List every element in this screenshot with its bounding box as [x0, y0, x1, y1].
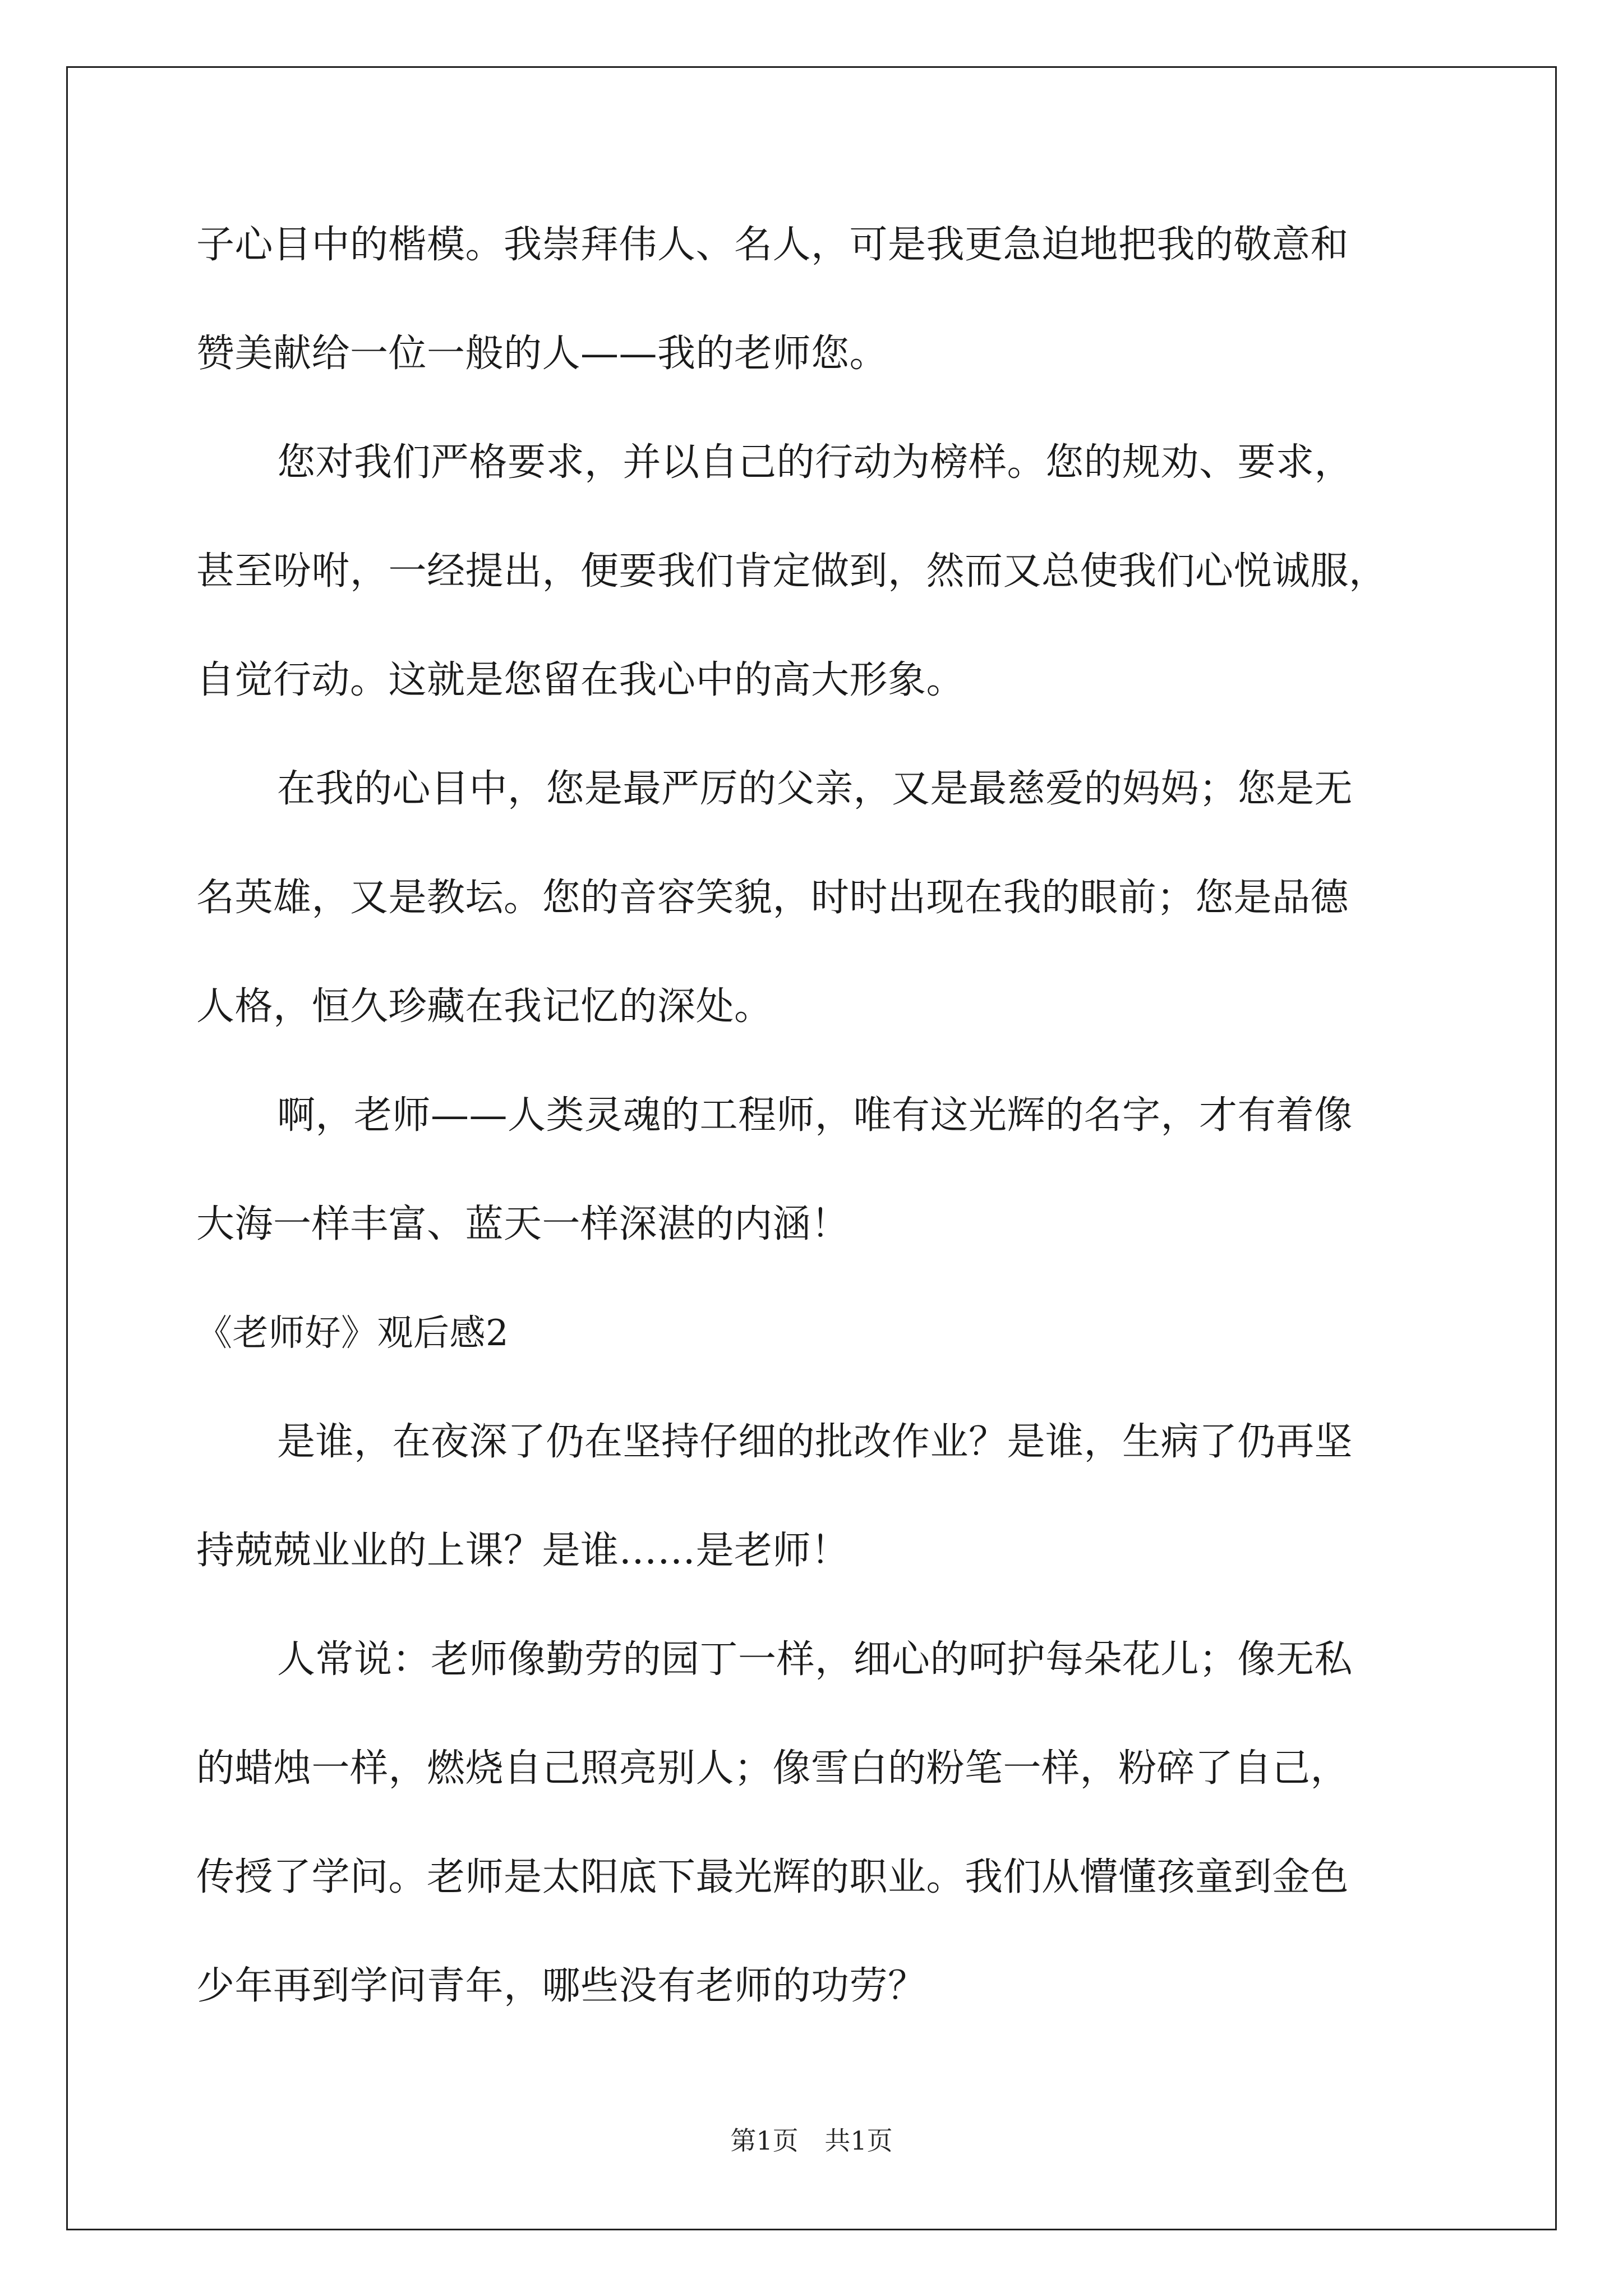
text-line-9: 啊，老师——人类灵魂的工程师，唯有这光辉的名字，才有着像 [277, 1093, 1353, 1138]
text-line-8: 人格，恒久珍藏在我记忆的深处。 [196, 984, 773, 1029]
text-line-1: 子心目中的楷模。我崇拜伟人、名人，可是我更急迫地把我的敬意和 [196, 223, 1349, 267]
text-line-6: 在我的心目中，您是最严厉的父亲，又是最慈爱的妈妈；您是无 [277, 767, 1353, 811]
section-heading: 《老师好》观后感2 [196, 1313, 509, 1354]
text-line-7: 名英雄，又是教坛。您的音容笑貌，时时出现在我的眼前；您是品德 [196, 876, 1349, 920]
text-line-5: 自觉行动。这就是您留在我心中的高大形象。 [196, 658, 965, 702]
text-line-12: 是谁，在夜深了仍在坚持仔细的批改作业？是谁，生病了仍再坚 [277, 1420, 1353, 1464]
page-number-current: 第1页 [730, 2125, 799, 2156]
text-line-16: 传授了学问。老师是太阳底下最光辉的职业。我们从懵懂孩童到金色 [196, 1855, 1349, 1899]
text-line-3: 您对我们严格要求，并以自己的行动为榜样。您的规劝、要求， [277, 440, 1353, 485]
text-line-15: 的蜡烛一样，燃烧自己照亮别人；像雪白的粉笔一样，粉碎了自己， [196, 1746, 1349, 1791]
text-line-2: 赞美献给一位一般的人——我的老师您。 [196, 332, 888, 376]
text-line-13: 持兢兢业业的上课？是谁……是老师！ [196, 1529, 850, 1573]
document-body [196, 191, 1430, 2041]
text-line-4: 甚至吩咐，一经提出，便要我们肯定做到，然而又总使我们心悦诚服， [196, 549, 1387, 593]
text-line-17: 少年再到学问青年，哪些没有老师的功劳？ [196, 1964, 926, 2008]
page-footer [0, 2120, 1623, 2157]
text-line-10: 大海一样丰富、蓝天一样深湛的内涵！ [196, 1202, 850, 1246]
page-number-total: 共1页 [824, 2125, 893, 2156]
text-line-14: 人常说：老师像勤劳的园丁一样，细心的呵护每朵花儿；像无私 [277, 1637, 1353, 1682]
